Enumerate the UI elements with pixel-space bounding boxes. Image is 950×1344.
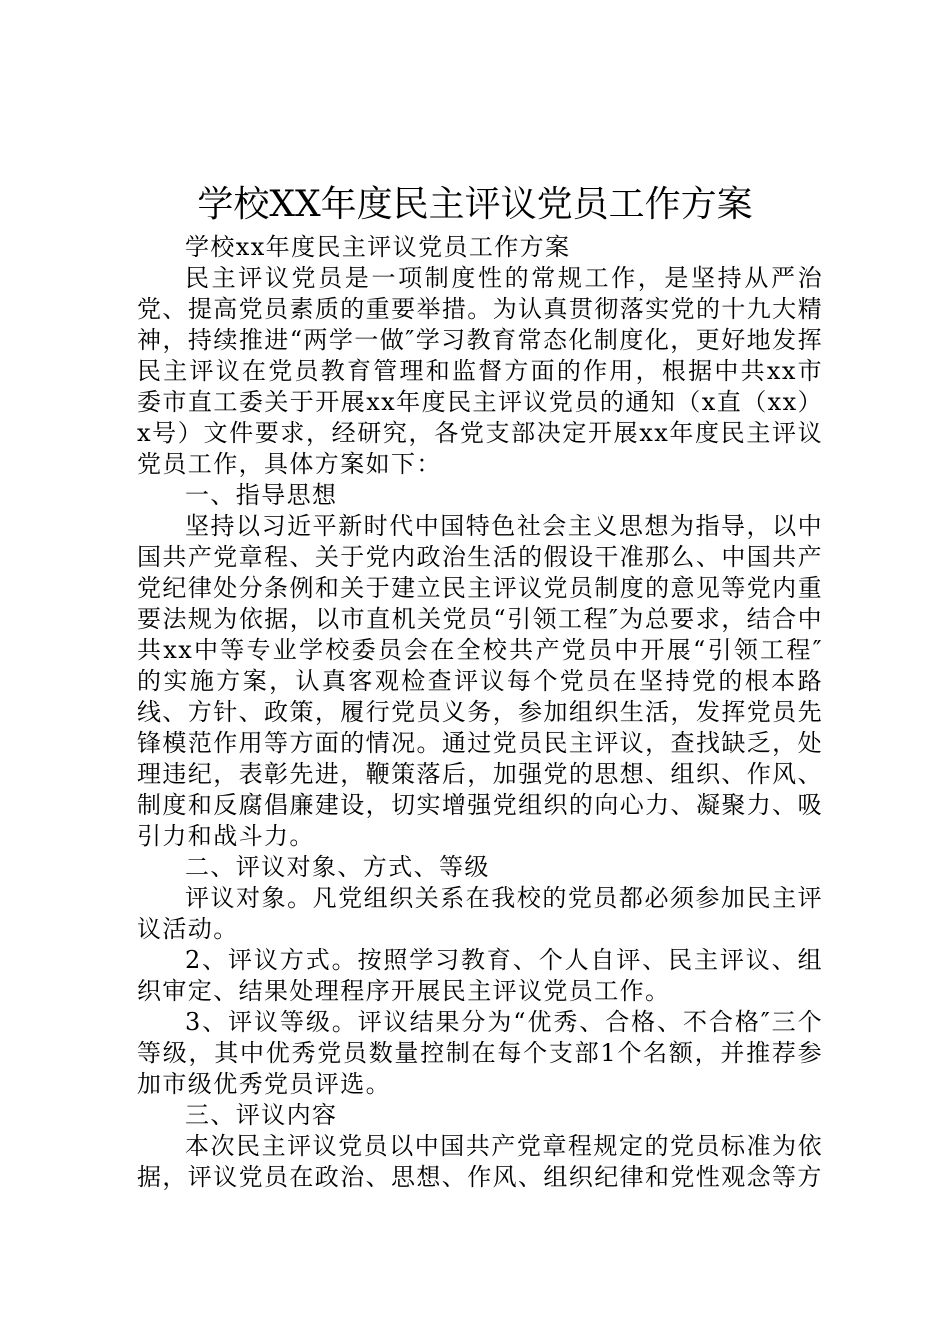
paragraph-guiding-thought: 坚持以习近平新时代中国特色社会主义思想为指导，以中国共产党章程、关于党内政治生活的假设干准那么、中国共产党纪律处分条例和关于建立民主评议党员制度的意见等党内重要法规为依据，以市直机关党员“引领工程″为总要求，结合中共xx中等专业学校委员会在全校共产党员中开展“引领工程″的实施方案，认真客观检查评议每个党员在坚持党的根本路线、方针、政策，履行党员义务，参加组织生活，发挥党员先锋模范作用等方面的情况。通过党员民主评议，查找缺乏，处理违纪，表彰先进，鞭策落后，加强党的思想、组织、作风、制度和反腐倡廉建设，切实增强党组织的向心力、凝聚力、吸引力和战斗力。 [137, 512, 823, 850]
paragraph-targets: 评议对象。凡党组织关系在我校的党员都必须参加民主评议活动。 [137, 884, 823, 943]
section-heading-content: 三、评议内容 [185, 1101, 338, 1129]
document-title: 学校XX年度民主评议党员工作方案 [197, 184, 753, 225]
paragraph-grades: 3、评议等级。评议结果分为“优秀、合格、不合格″三个等级，其中优秀党员数量控制在每个支部1个名额，并推荐参加市级优秀党员评选。 [137, 1008, 823, 1098]
paragraph-subtitle: 学校xx年度民主评议党员工作方案 [185, 233, 571, 261]
document-body [137, 232, 823, 1193]
paragraph-content: 本次民主评议党员以中国共产党章程规定的党员标准为依据，评议党员在政治、思想、作风、组织纪律和党性观念等方 [137, 1132, 823, 1191]
section-heading-targets: 二、评议对象、方式、等级 [185, 853, 490, 881]
section-heading-guiding-thought: 一、指导思想 [185, 481, 338, 509]
paragraph-intro: 民主评议党员是一项制度性的常规工作，是坚持从严治党、提高党员素质的重要举措。为认真贯彻落实党的十九大精神，持续推进“两学一做″学习教育常态化制度化，更好地发挥民主评议在党员教育管理和监督方面的作用，根据中共xx市委市直工委关于开展xx年度民主评议党员的通知（x直（xx）x号）文件要求，经研究，各党支部决定开展xx年度民主评议党员工作，具体方案如下： [137, 264, 823, 478]
paragraph-method: 2、评议方式。按照学习教育、个人自评、民主评议、组织审定、结果处理程序开展民主评议党员工作。 [137, 946, 823, 1005]
